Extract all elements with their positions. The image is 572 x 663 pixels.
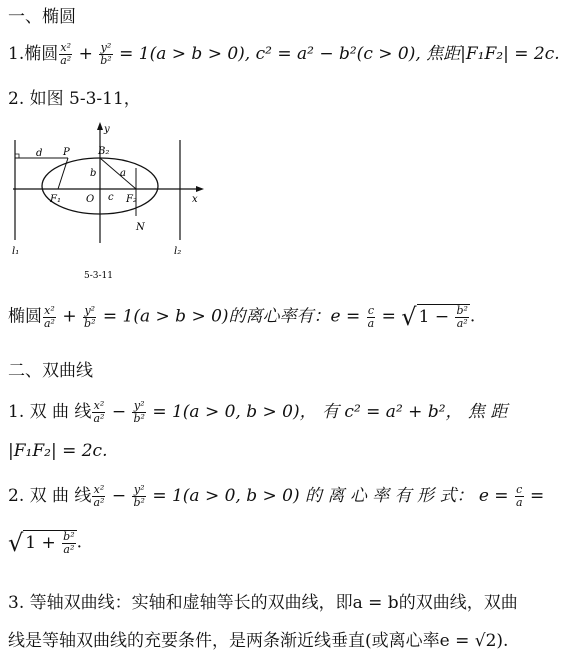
denominator: a²	[456, 317, 468, 330]
fraction-y2-b2	[132, 484, 145, 509]
label-O: O	[86, 194, 95, 205]
label-c: c	[108, 192, 114, 203]
label-x: x	[192, 194, 198, 205]
fraction-c-a	[515, 484, 524, 509]
label-b: b	[90, 168, 97, 179]
y-axis-arrow-icon	[97, 122, 103, 130]
hyperbola-eccentricity-sqrt	[8, 530, 82, 556]
label-y: y	[104, 124, 110, 135]
minus-sign: −	[111, 486, 127, 506]
eccentricity-line	[8, 304, 475, 330]
equilateral-hyperbola-line1: 3. 等轴双曲线：实轴和虚轴等长的双曲线，即a = b的双曲线，双曲	[8, 593, 518, 613]
eccentricity-prefix: 椭圆	[8, 306, 42, 327]
fraction-x2-a2	[59, 42, 72, 67]
fraction-c-a	[367, 305, 376, 330]
denominator: a	[367, 316, 375, 330]
sqrt-icon: √	[401, 303, 417, 331]
fraction-y2-b2	[132, 400, 145, 425]
numerator: y²	[133, 483, 145, 496]
fraction-b2-a2	[62, 531, 75, 556]
fraction-x2-a2	[92, 400, 105, 425]
item2-equation: = 1(a > 0, b > 0) 的 离 心 率 有 形 式： e =	[152, 486, 509, 506]
sqrt-icon: √	[8, 529, 24, 557]
plus-sign: +	[78, 44, 93, 64]
section2-heading: 二、双曲线	[8, 361, 93, 381]
item2-prefix: 2. 双 曲 线	[8, 486, 92, 506]
label-F2: F₂	[126, 194, 137, 205]
sqrt-body	[23, 530, 76, 556]
minus-sign: −	[111, 402, 127, 422]
ellipse-figure	[8, 118, 208, 288]
p-f1-segment	[58, 158, 68, 189]
label-P: P	[63, 147, 70, 158]
period: .	[469, 306, 476, 327]
fraction-y2-b2	[83, 305, 96, 330]
label-B2: B₂	[98, 146, 110, 157]
fraction-y2-b2	[99, 42, 112, 67]
numerator: y²	[133, 399, 145, 412]
denominator: b²	[133, 412, 145, 425]
label-F1: F₁	[50, 194, 61, 205]
label-l2: l₂	[174, 246, 182, 257]
numerator: x²	[93, 483, 105, 496]
denominator: a²	[60, 54, 72, 67]
denominator: b²	[133, 496, 145, 509]
numerator: c	[516, 483, 523, 496]
item2-text: 2. 如图 5-3-11，	[8, 89, 141, 109]
item1-equation: = 1(a > 0, b > 0)， 有 c² = a² + b²， 焦 距	[152, 402, 508, 422]
plus-sign: +	[62, 306, 77, 327]
denominator: a²	[93, 496, 105, 509]
one-minus: 1 −	[418, 307, 450, 327]
label-l1: l₁	[12, 246, 20, 257]
x-axis-arrow-icon	[196, 186, 204, 192]
hyperbola-item2-line	[8, 484, 544, 509]
hyperbola-item1-line	[8, 400, 507, 425]
fraction-b2-a2	[455, 305, 468, 330]
right-angle-mark	[15, 154, 19, 158]
denominator: a²	[44, 316, 55, 330]
denominator: a²	[93, 412, 105, 425]
denominator: a²	[63, 543, 75, 556]
equals-sign: =	[529, 486, 545, 506]
numerator: x²	[93, 399, 105, 412]
numerator: c	[367, 303, 375, 317]
item1-prefix: 1. 双 曲 线	[8, 402, 92, 422]
label-a: a	[120, 168, 126, 179]
equilateral-hyperbola-line2: 线是等轴双曲线的充要条件，是两条渐近线垂直(或离心率e = √2).	[8, 631, 509, 651]
numerator: x²	[44, 303, 55, 317]
denominator: a	[515, 496, 523, 509]
fraction-x2-a2	[43, 305, 56, 330]
period: .	[76, 532, 83, 553]
denominator: b²	[100, 54, 112, 67]
item1-prefix: 1.椭圆	[8, 44, 59, 64]
figure-caption: 5-3-11	[84, 271, 113, 281]
fraction-x2-a2	[92, 484, 105, 509]
numerator: y²	[100, 41, 112, 54]
one-plus: 1 +	[25, 533, 56, 553]
equals-sign: =	[381, 306, 396, 327]
ellipse-equation-line	[8, 42, 560, 67]
item1-equation: = 1(a > b > 0), c² = a² − b²(c > 0), 焦距|F₁F₂| = 2c.	[119, 44, 560, 64]
label-d: d	[36, 148, 43, 159]
hyperbola-focal-distance: |F₁F₂| = 2c.	[8, 441, 108, 461]
numerator: y²	[84, 303, 96, 317]
numerator: x²	[60, 41, 72, 54]
label-N: N	[136, 222, 145, 233]
section1-heading: 一、椭圆	[8, 7, 76, 27]
numerator: b²	[63, 530, 75, 543]
sqrt-body	[417, 304, 470, 330]
eccentricity-mid: = 1(a > b > 0)的离心率有：e =	[102, 306, 361, 327]
denominator: b²	[84, 316, 96, 330]
numerator: b²	[456, 304, 468, 317]
